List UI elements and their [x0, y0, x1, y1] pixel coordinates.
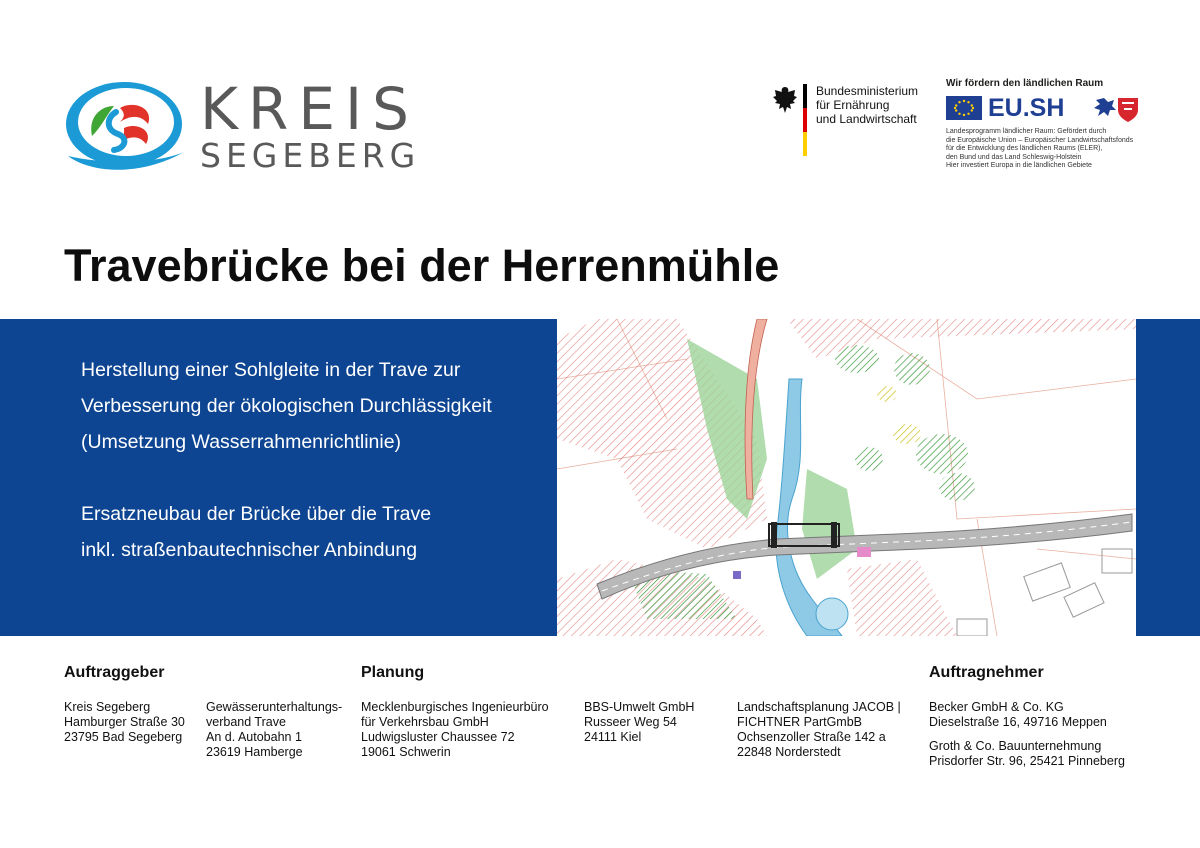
- bmel-line-3: und Landwirtschaft: [816, 112, 917, 126]
- project-description: [81, 352, 551, 604]
- logo-kreis-word: KREIS: [200, 75, 419, 143]
- auftraggeber-address-1: [64, 700, 185, 745]
- address-line: BBS-Umwelt GmbH: [584, 700, 695, 714]
- german-flag-bar: [803, 84, 807, 156]
- description-paragraph-2: [81, 496, 551, 568]
- address-line: 23795 Bad Segeberg: [64, 730, 183, 744]
- address-line: Hamburger Straße 30: [64, 715, 185, 729]
- bmel-logo: [772, 84, 932, 156]
- address-line: verband Trave: [206, 715, 286, 729]
- address-line: 24111 Kiel: [584, 730, 642, 744]
- planung-address-1: [361, 700, 549, 760]
- address-line: Kreis Segeberg: [64, 700, 151, 714]
- address-line: Becker GmbH & Co. KG: [929, 700, 1064, 714]
- address-line: FICHTNER PartGmbB: [737, 715, 863, 729]
- description-line: Herstellung einer Sohlgleite in der Trave zur: [81, 359, 461, 381]
- eu-sh-brand: EU.SH: [988, 94, 1065, 122]
- schleswig-holstein-crest-icon: [1094, 96, 1138, 122]
- eu-small-line: die Europäische Union – Europäischer Landwirtschaftsfonds: [946, 136, 1134, 144]
- kreis-segeberg-logo: [62, 75, 422, 178]
- address-line: Russeer Weg 54: [584, 715, 677, 729]
- auftragnehmer-address-1: [929, 700, 1107, 730]
- address-line: Ochsenzoller Straße 142 a: [737, 730, 886, 744]
- auftragnehmer-heading: Auftragnehmer: [929, 664, 1044, 681]
- bmel-line-2: für Ernährung: [816, 98, 890, 112]
- bmel-line-1: Bundesministerium: [816, 84, 919, 98]
- planung-address-3: [737, 700, 901, 760]
- auftraggeber-heading: Auftraggeber: [64, 664, 165, 681]
- auftraggeber-address-2: [206, 700, 342, 760]
- address-line: Ludwigsluster Chaussee 72: [361, 730, 515, 744]
- address-line: Dieselstraße 16, 49716 Meppen: [929, 715, 1107, 729]
- kreis-segeberg-emblem-icon: [62, 78, 190, 174]
- eu-small-line: für die Entwicklung des ländlichen Raums (ELER),: [946, 145, 1103, 153]
- planung-address-2: [584, 700, 694, 745]
- description-line: (Umsetzung Wasserrahmenrichtlinie): [81, 431, 402, 453]
- address-line: 23619 Hamberge: [206, 745, 303, 759]
- address-line: Mecklenburgisches Ingenieurbüro: [361, 700, 549, 714]
- description-paragraph-1: [81, 352, 551, 460]
- address-line: An d. Autobahn 1: [206, 730, 302, 744]
- eu-sh-logo: [940, 78, 1140, 170]
- eu-headline: Wir fördern den ländlichen Raum: [946, 78, 1104, 89]
- eu-flag-icon: [946, 96, 982, 120]
- federal-eagle-icon: [772, 84, 798, 116]
- address-line: Landschaftsplanung JACOB |: [737, 700, 901, 714]
- planung-heading: Planung: [361, 664, 425, 681]
- eu-small-line: Hier investiert Europa in die ländlichen Gebiete: [946, 162, 1092, 170]
- description-line: inkl. straßenbautechnischer Anbindung: [81, 539, 418, 561]
- auftragnehmer-address-2: [929, 739, 1125, 769]
- site-plan-drawing: [557, 319, 1136, 636]
- address-line: für Verkehrsbau GmbH: [361, 715, 489, 729]
- address-line: 19061 Schwerin: [361, 745, 451, 759]
- address-line: Gewässerunterhaltungs-: [206, 700, 343, 714]
- eu-small-line: den Bund und das Land Schleswig-Holstein: [946, 153, 1082, 161]
- site-plan-image: [557, 319, 1136, 636]
- page-title: Travebrücke bei der Herrenmühle: [64, 240, 780, 291]
- eu-funding-text: [946, 128, 1142, 171]
- address-line: Prisdorfer Str. 96, 25421 Pinneberg: [929, 754, 1125, 768]
- eu-small-line: Landesprogramm ländlicher Raum: Gefördert durch: [946, 128, 1107, 135]
- description-line: Ersatzneubau der Brücke über die Trave: [81, 503, 432, 525]
- description-line: Verbesserung der ökologischen Durchlässigkeit: [81, 395, 492, 417]
- address-line: Groth & Co. Bauunternehmung: [929, 739, 1102, 753]
- logo-segeberg-word: SEGEBERG: [200, 136, 421, 175]
- address-line: 22848 Norderstedt: [737, 745, 841, 759]
